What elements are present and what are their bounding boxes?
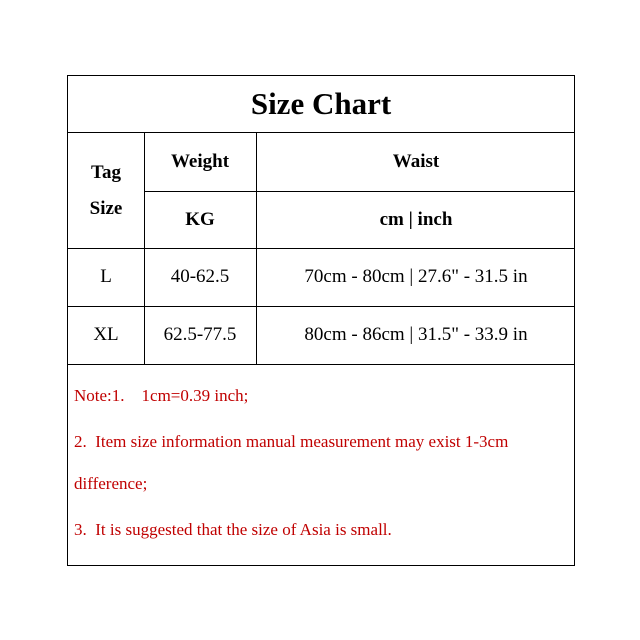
header-tag-size [68,133,144,248]
header-size-label: Size [89,197,123,219]
header-weight-unit: KG [185,208,215,230]
size-chart-table [67,75,575,566]
note-line-4: 3. It is suggested that the size of Asia is small. [74,520,392,539]
row-waist: 80cm - 86cm | 31.5" - 33.9 in [304,324,528,345]
row-size: L [100,266,112,287]
row-weight: 62.5-77.5 [163,324,237,345]
chart-title: Size Chart [68,76,574,133]
header-waist-unit: cm | inch [379,208,453,230]
header-weight: Weight [170,151,230,172]
row-waist: 70cm - 80cm | 27.6" - 31.5 in [304,266,528,287]
note-text: 1cm=0.39 inch; [141,386,249,405]
note-line-2: 2. Item size information manual measurement may exist 1-3cm [74,432,509,451]
row-weight: 40-62.5 [170,266,230,287]
header-tag-label: Tag [91,161,121,183]
note-prefix: Note:1. [74,386,125,405]
note-line-3: difference; [74,474,148,493]
row-size: XL [93,324,119,345]
note-line-1 [74,386,248,406]
notes-section [68,364,574,566]
header-waist: Waist [392,151,440,172]
